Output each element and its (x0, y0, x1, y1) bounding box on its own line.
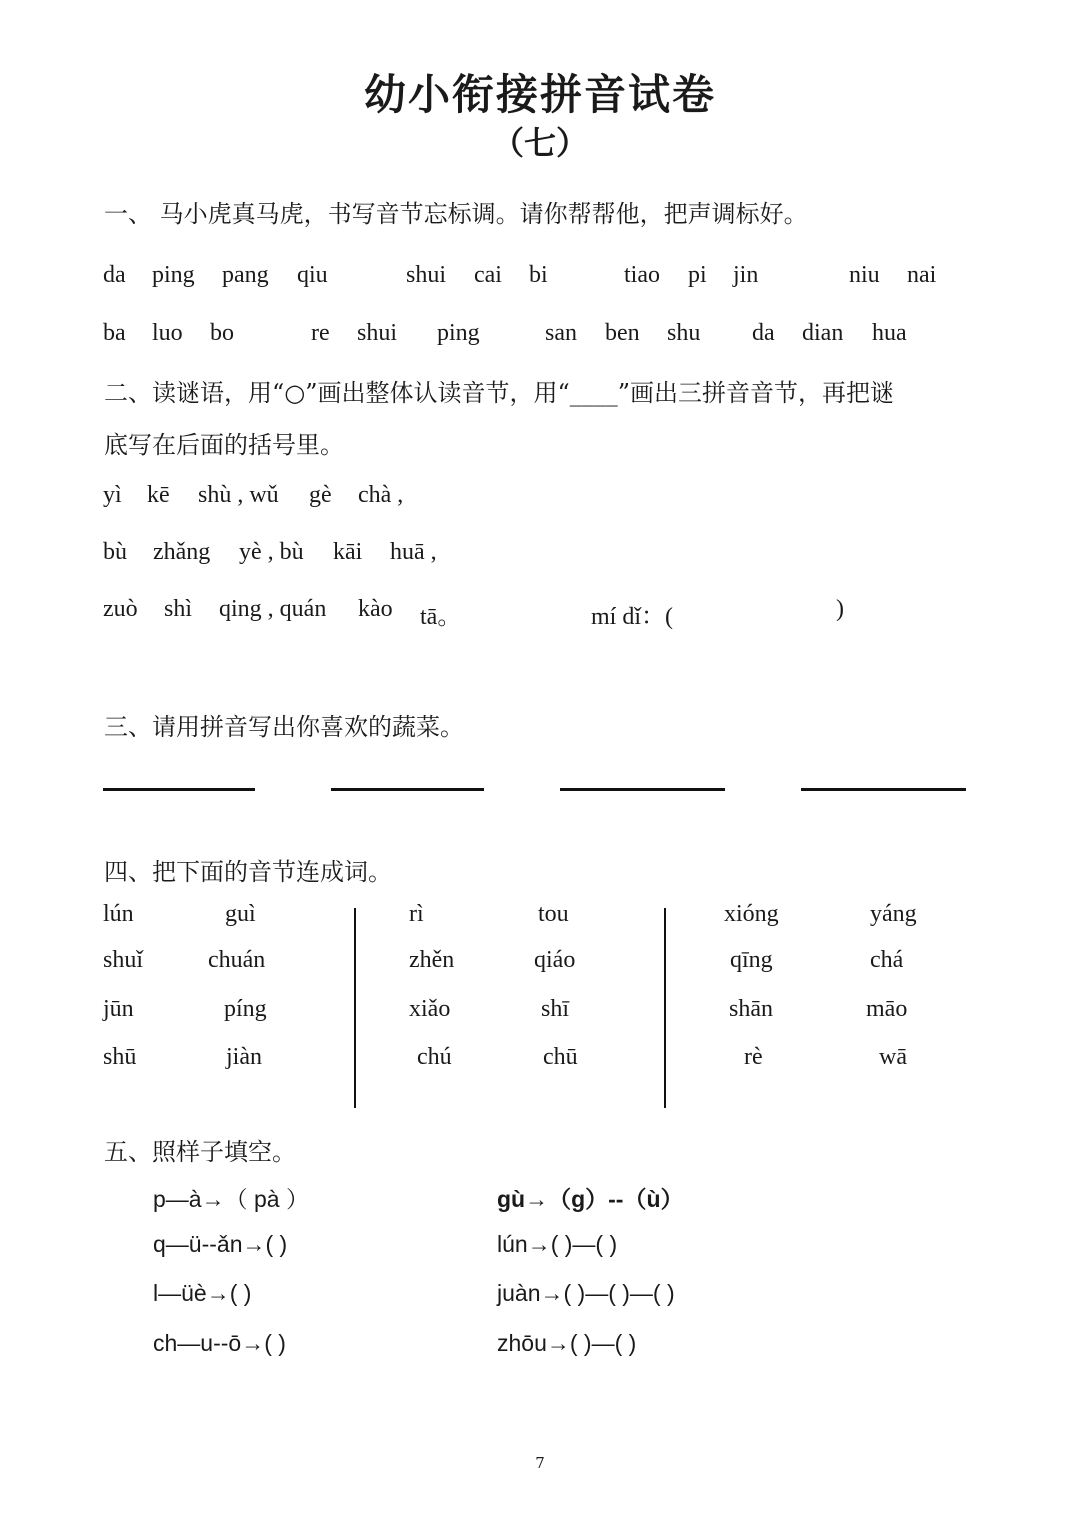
match-syllable: chuán (208, 947, 266, 973)
riddle-syllable: gè (309, 482, 332, 508)
q5-heading: 五、照样子填空。 (104, 1138, 296, 1166)
q1-syllable: qiu (297, 262, 328, 288)
q1-syllable: re (311, 320, 330, 346)
q1-syllable: niu (849, 262, 880, 288)
answer-close-paren: ) (836, 596, 844, 622)
match-syllable: lún (103, 901, 134, 927)
match-syllable: píng (224, 996, 267, 1022)
riddle-syllable: chà , (358, 482, 404, 508)
split-exercise[interactable]: lún→( )—( ) (497, 1231, 618, 1257)
q1-syllable: luo (152, 320, 183, 346)
column-divider (664, 908, 666, 1108)
match-syllable: shū (103, 1044, 137, 1070)
q1-syllable: ping (437, 320, 480, 346)
spelling-example: p—à→（ pà ） (153, 1186, 309, 1212)
match-syllable: rì (409, 901, 424, 927)
q1-syllable: san (545, 320, 577, 346)
q1-heading: 一、 马小虎真马虎，书写音节忘标调。请你帮帮他，把声调标好。 (104, 200, 808, 228)
riddle-syllable: kē (147, 482, 170, 508)
q1-syllable: da (752, 320, 775, 346)
match-syllable: shī (541, 996, 570, 1022)
spelling-exercise[interactable]: l—üè→( ) (153, 1280, 252, 1306)
riddle-syllable: shì (164, 596, 193, 622)
q1-syllable: bi (529, 262, 548, 288)
q1-syllable: tiao (624, 262, 660, 288)
answer-label: mí dǐ：( (591, 604, 673, 630)
page-title: 幼小衔接拼音试卷 (363, 70, 716, 119)
match-syllable: wā (879, 1044, 907, 1070)
column-divider (354, 908, 356, 1108)
q1-syllable: pang (222, 262, 269, 288)
page-number: 7 (535, 1454, 545, 1472)
riddle-syllable: yì (103, 482, 122, 508)
riddle-syllable: zhǎng (153, 539, 211, 565)
match-syllable: tou (538, 901, 569, 927)
match-syllable: jiàn (226, 1044, 262, 1070)
match-syllable: shuǐ (103, 947, 144, 973)
q1-syllable: bo (210, 320, 234, 346)
riddle-syllable: tā。 (420, 604, 462, 630)
match-syllable: xiǎo (409, 996, 451, 1022)
answer-blank-line[interactable] (103, 788, 255, 791)
q1-syllable: cai (474, 262, 502, 288)
match-syllable: shān (729, 996, 773, 1022)
answer-blank-line[interactable] (560, 788, 725, 791)
q1-syllable: shui (406, 262, 447, 288)
riddle-syllable: kāi (333, 539, 363, 565)
match-syllable: guì (225, 901, 256, 927)
split-exercise[interactable]: juàn→( )—( )—( ) (497, 1280, 675, 1306)
q1-syllable: hua (872, 320, 907, 346)
q1-syllable: shui (357, 320, 398, 346)
q2-heading-line2: 底写在后面的括号里。 (104, 431, 344, 459)
match-syllable: chá (870, 947, 904, 973)
q1-syllable: jin (733, 262, 759, 288)
match-syllable: chū (543, 1044, 578, 1070)
riddle-syllable: huā , (390, 539, 437, 565)
q1-syllable: ping (152, 262, 195, 288)
riddle-syllable: bù (103, 539, 127, 565)
q4-heading: 四、把下面的音节连成词。 (104, 858, 392, 886)
q1-syllable: ben (605, 320, 640, 346)
q1-syllable: shu (667, 320, 701, 346)
split-example: gù→（g）--（ù） (497, 1186, 684, 1212)
riddle-syllable: zuò (103, 596, 138, 622)
riddle-syllable: qing , quán (219, 596, 327, 622)
q2-heading-line1: 二、读谜语，用“○”画出整体认读音节，用“____”画出三拼音音节，再把谜 (104, 379, 895, 407)
q1-syllable: da (103, 262, 126, 288)
q1-syllable: ba (103, 320, 126, 346)
match-syllable: zhěn (409, 947, 455, 973)
answer-blank-line[interactable] (331, 788, 484, 791)
match-syllable: qīng (730, 947, 773, 973)
match-syllable: jūn (103, 996, 134, 1022)
q1-syllable: dian (802, 320, 844, 346)
match-syllable: rè (744, 1044, 763, 1070)
match-syllable: qiáo (534, 947, 576, 973)
spelling-exercise[interactable]: q—ü--ǎn→( ) (153, 1231, 288, 1257)
riddle-syllable: shù , wǔ (198, 482, 279, 508)
match-syllable: yáng (870, 901, 917, 927)
match-syllable: chú (417, 1044, 452, 1070)
split-exercise[interactable]: zhōu→( )—( ) (497, 1330, 637, 1356)
q3-heading: 三、请用拼音写出你喜欢的蔬菜。 (104, 713, 464, 741)
q1-syllable: nai (907, 262, 937, 288)
match-syllable: xióng (724, 901, 779, 927)
page-subtitle: （七） (491, 124, 588, 162)
answer-blank-line[interactable] (801, 788, 966, 791)
riddle-syllable: kào (358, 596, 393, 622)
riddle-syllable: yè , bù (239, 539, 304, 565)
q1-syllable: pi (688, 262, 707, 288)
match-syllable: māo (866, 996, 908, 1022)
spelling-exercise[interactable]: ch—u--ō→( ) (153, 1330, 286, 1356)
